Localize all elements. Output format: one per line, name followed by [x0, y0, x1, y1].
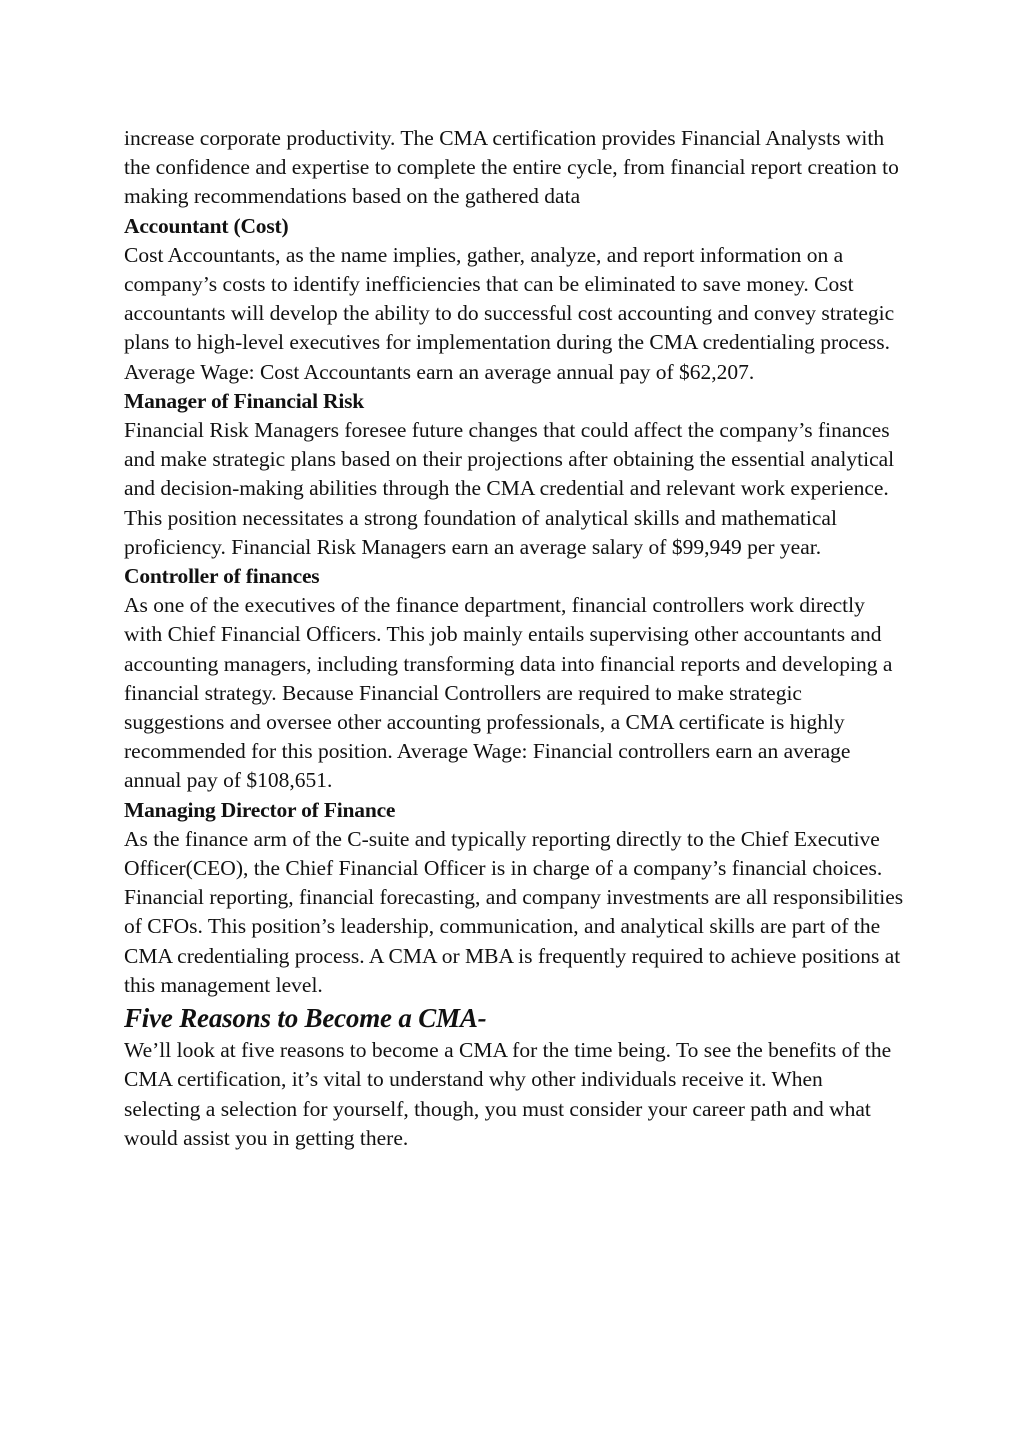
section-heading-cost-accountant: Accountant (Cost) [124, 213, 289, 238]
section-body-cost-accountant: Cost Accountants, as the name implies, gather, analyze, and report information on a company’s costs to identify inefficiencies that can be eliminated to save money. Cost accountants will develop the ability to do successful cost accounting and convey strategic plans to high-level executives for implementation during the CMA credentialing process. Average Wage: Cost Accountants earn an average annual pay of $62,207. [124, 242, 895, 384]
section-body-controller-of-finances: As one of the executives of the finance department, financial controllers work directly with Chief Financial Officers. This job mainly entails supervising other accountants and accounting managers, including transforming data into financial reports and developing a financial strategy. Because Financial Controllers are required to make strategic suggestions and oversee other accounting professionals, a CMA certificate is highly recommended for this position. Average Wage: Financial controllers earn an average annual pay of $108,651. [124, 593, 893, 793]
section-body-financial-risk-manager: Financial Risk Managers foresee future changes that could affect the company’s finances and make strategic plans based on their projections after obtaining the essential analytical and decision-making abilities through the CMA credential and relevant work experience. This position necessitates a strong foundation of analytical skills and mathematical proficiency. Financial Risk Managers earn an average salary of $99,949 per year. [124, 418, 895, 559]
five-reasons-heading: Five Reasons to Become a CMA- [124, 1003, 487, 1034]
section-body-managing-director-finance: As the finance arm of the C-suite and typically reporting directly to the Chief Executive Officer(CEO), the Chief Financial Officer is in charge of a company’s financial choices. Financial reporting, financial forecasting, and company investments are all responsibilities of CFOs. This position’s leadership, communication, and analytical skills are part of the CMA credentialing process. A CMA or MBA is frequently required to achieve positions at this management level. [124, 826, 904, 997]
section-heading-controller-of-finances: Controller of finances [124, 564, 320, 589]
document-content [124, 124, 904, 1153]
five-reasons-body: We’ll look at five reasons to become a CMA for the time being. To see the benefits of the CMA certification, it’s vital to understand why other individuals receive it. When selecting a selection for yourself, though, you must consider your career path and what would assist you in getting there. [124, 1038, 892, 1150]
section-heading-financial-risk-manager: Manager of Financial Risk [124, 388, 365, 413]
intro-paragraph: increase corporate productivity. The CMA certification provides Financial Analysts with the confidence and expertise to complete the entire cycle, from financial report creation to making recommendations based on the gathered data [124, 126, 899, 209]
section-heading-managing-director-finance: Managing Director of Finance [124, 797, 396, 822]
